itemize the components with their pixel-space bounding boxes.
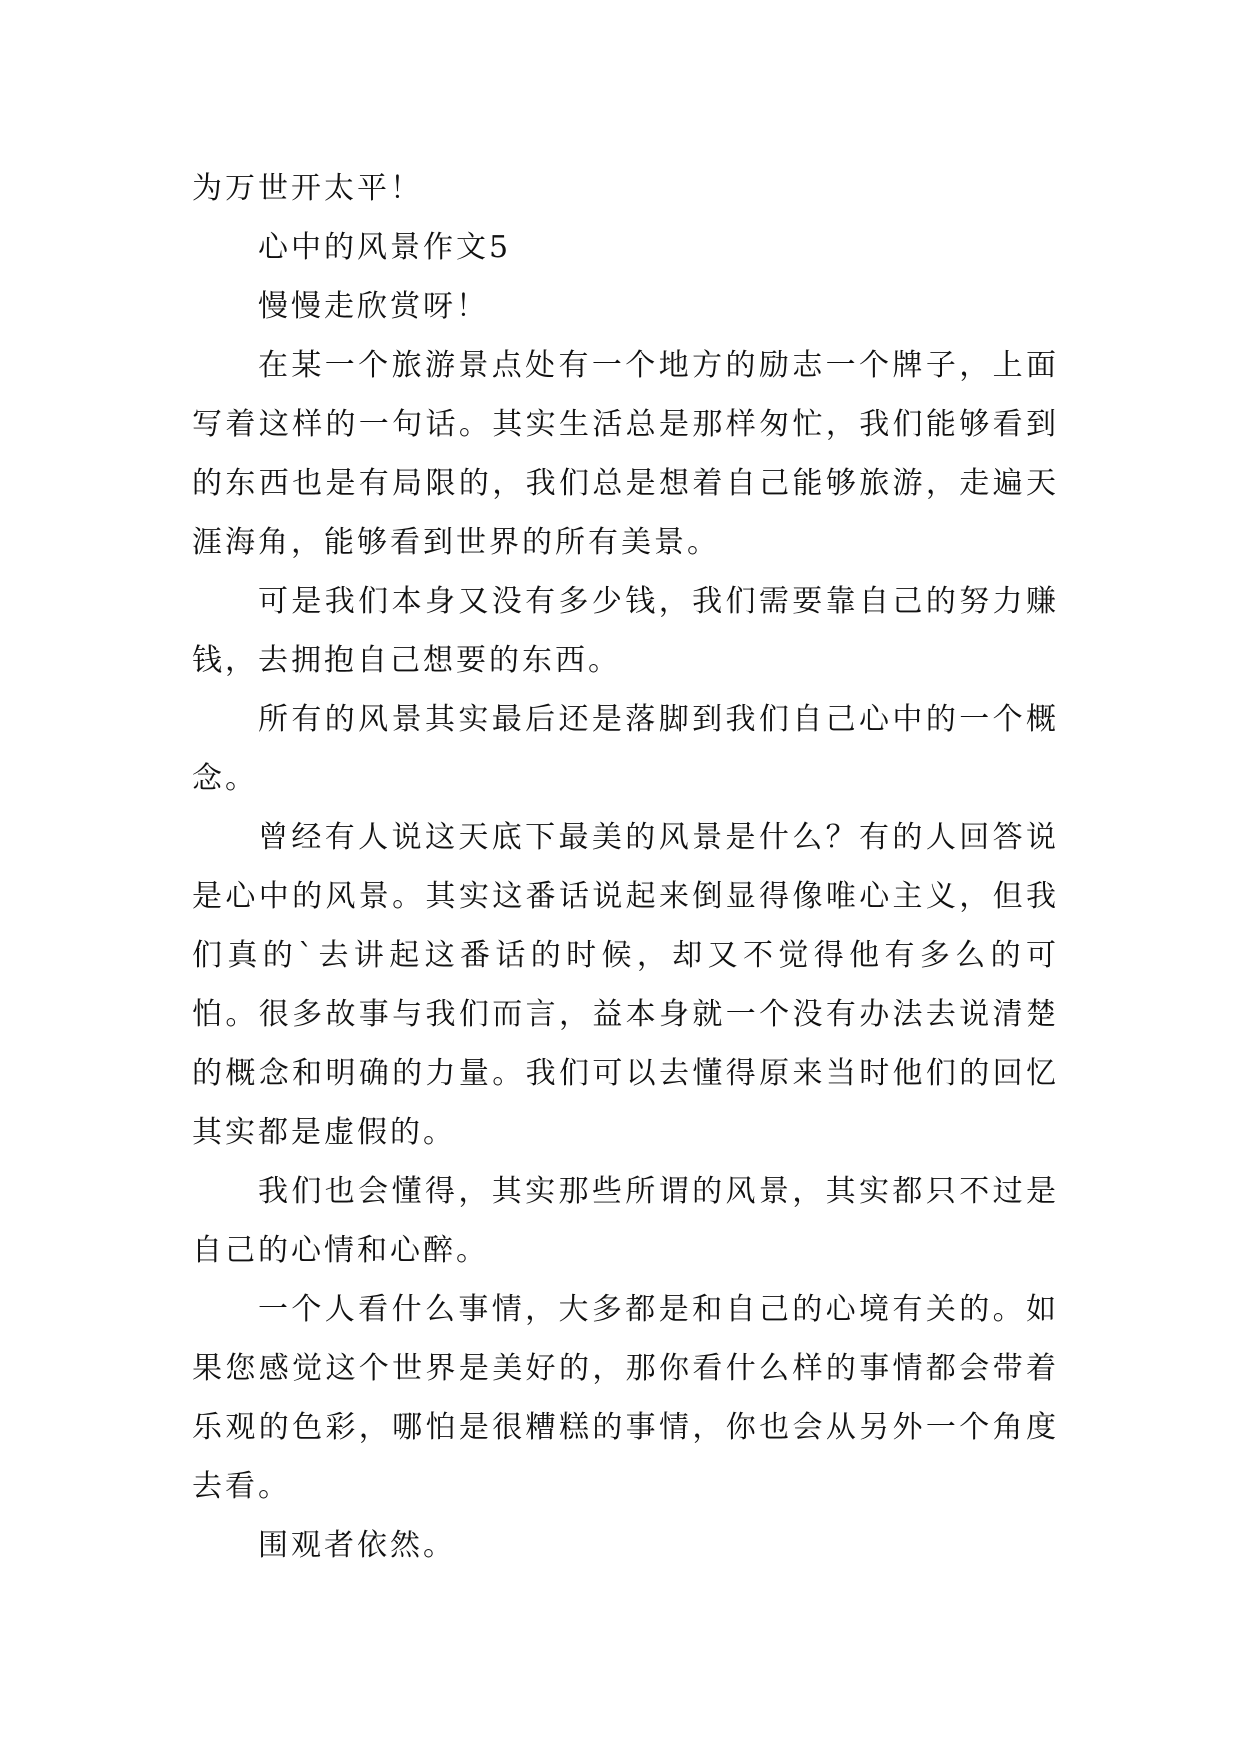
paragraph: 我们也会懂得，其实那些所谓的风景，其实都只不过是自己的心情和心醉。 [192,1174,1059,1268]
paragraph: 曾经有人说这天底下最美的风景是什么？有的人回答说是心中的风景。其实这番话说起来倒显得像唯心主义，但我们真的`去讲起这番话的时候，却又不觉得他有多么的可怕。很多故事与我们而言，益本身就一个没有办法去说清楚的概念和明确的力量。我们可以去懂得原来当时他们的回忆其实都是虚假的。 [192,820,1059,1150]
paragraph: 围观者依然。 [258,1528,456,1563]
paragraph: 一个人看什么事情，大多都是和自己的心境有关的。如果您感觉这个世界是美好的，那你看什么样的事情都会带着乐观的色彩，哪怕是很糟糕的事情，你也会从另外一个角度去看。 [192,1292,1059,1504]
paragraph: 所有的风景其实最后还是落脚到我们自己心中的一个概念。 [192,702,1059,796]
paragraph: 可是我们本身又没有多少钱，我们需要靠自己的努力赚钱，去拥抱自己想要的东西。 [192,584,1059,678]
paragraph: 在某一个旅游景点处有一个地方的励志一个牌子，上面写着这样的一句话。其实生活总是那样匆忙，我们能够看到的东西也是有局限的，我们总是想着自己能够旅游，走遍天涯海角，能够看到世界的所有美景。 [192,348,1059,560]
essay-title: 心中的风景作文5 [258,230,512,265]
paragraph-closing-line: 为万世开太平！ [192,171,423,206]
document-body [192,159,1059,1575]
paragraph: 慢慢走欣赏呀！ [258,289,489,324]
